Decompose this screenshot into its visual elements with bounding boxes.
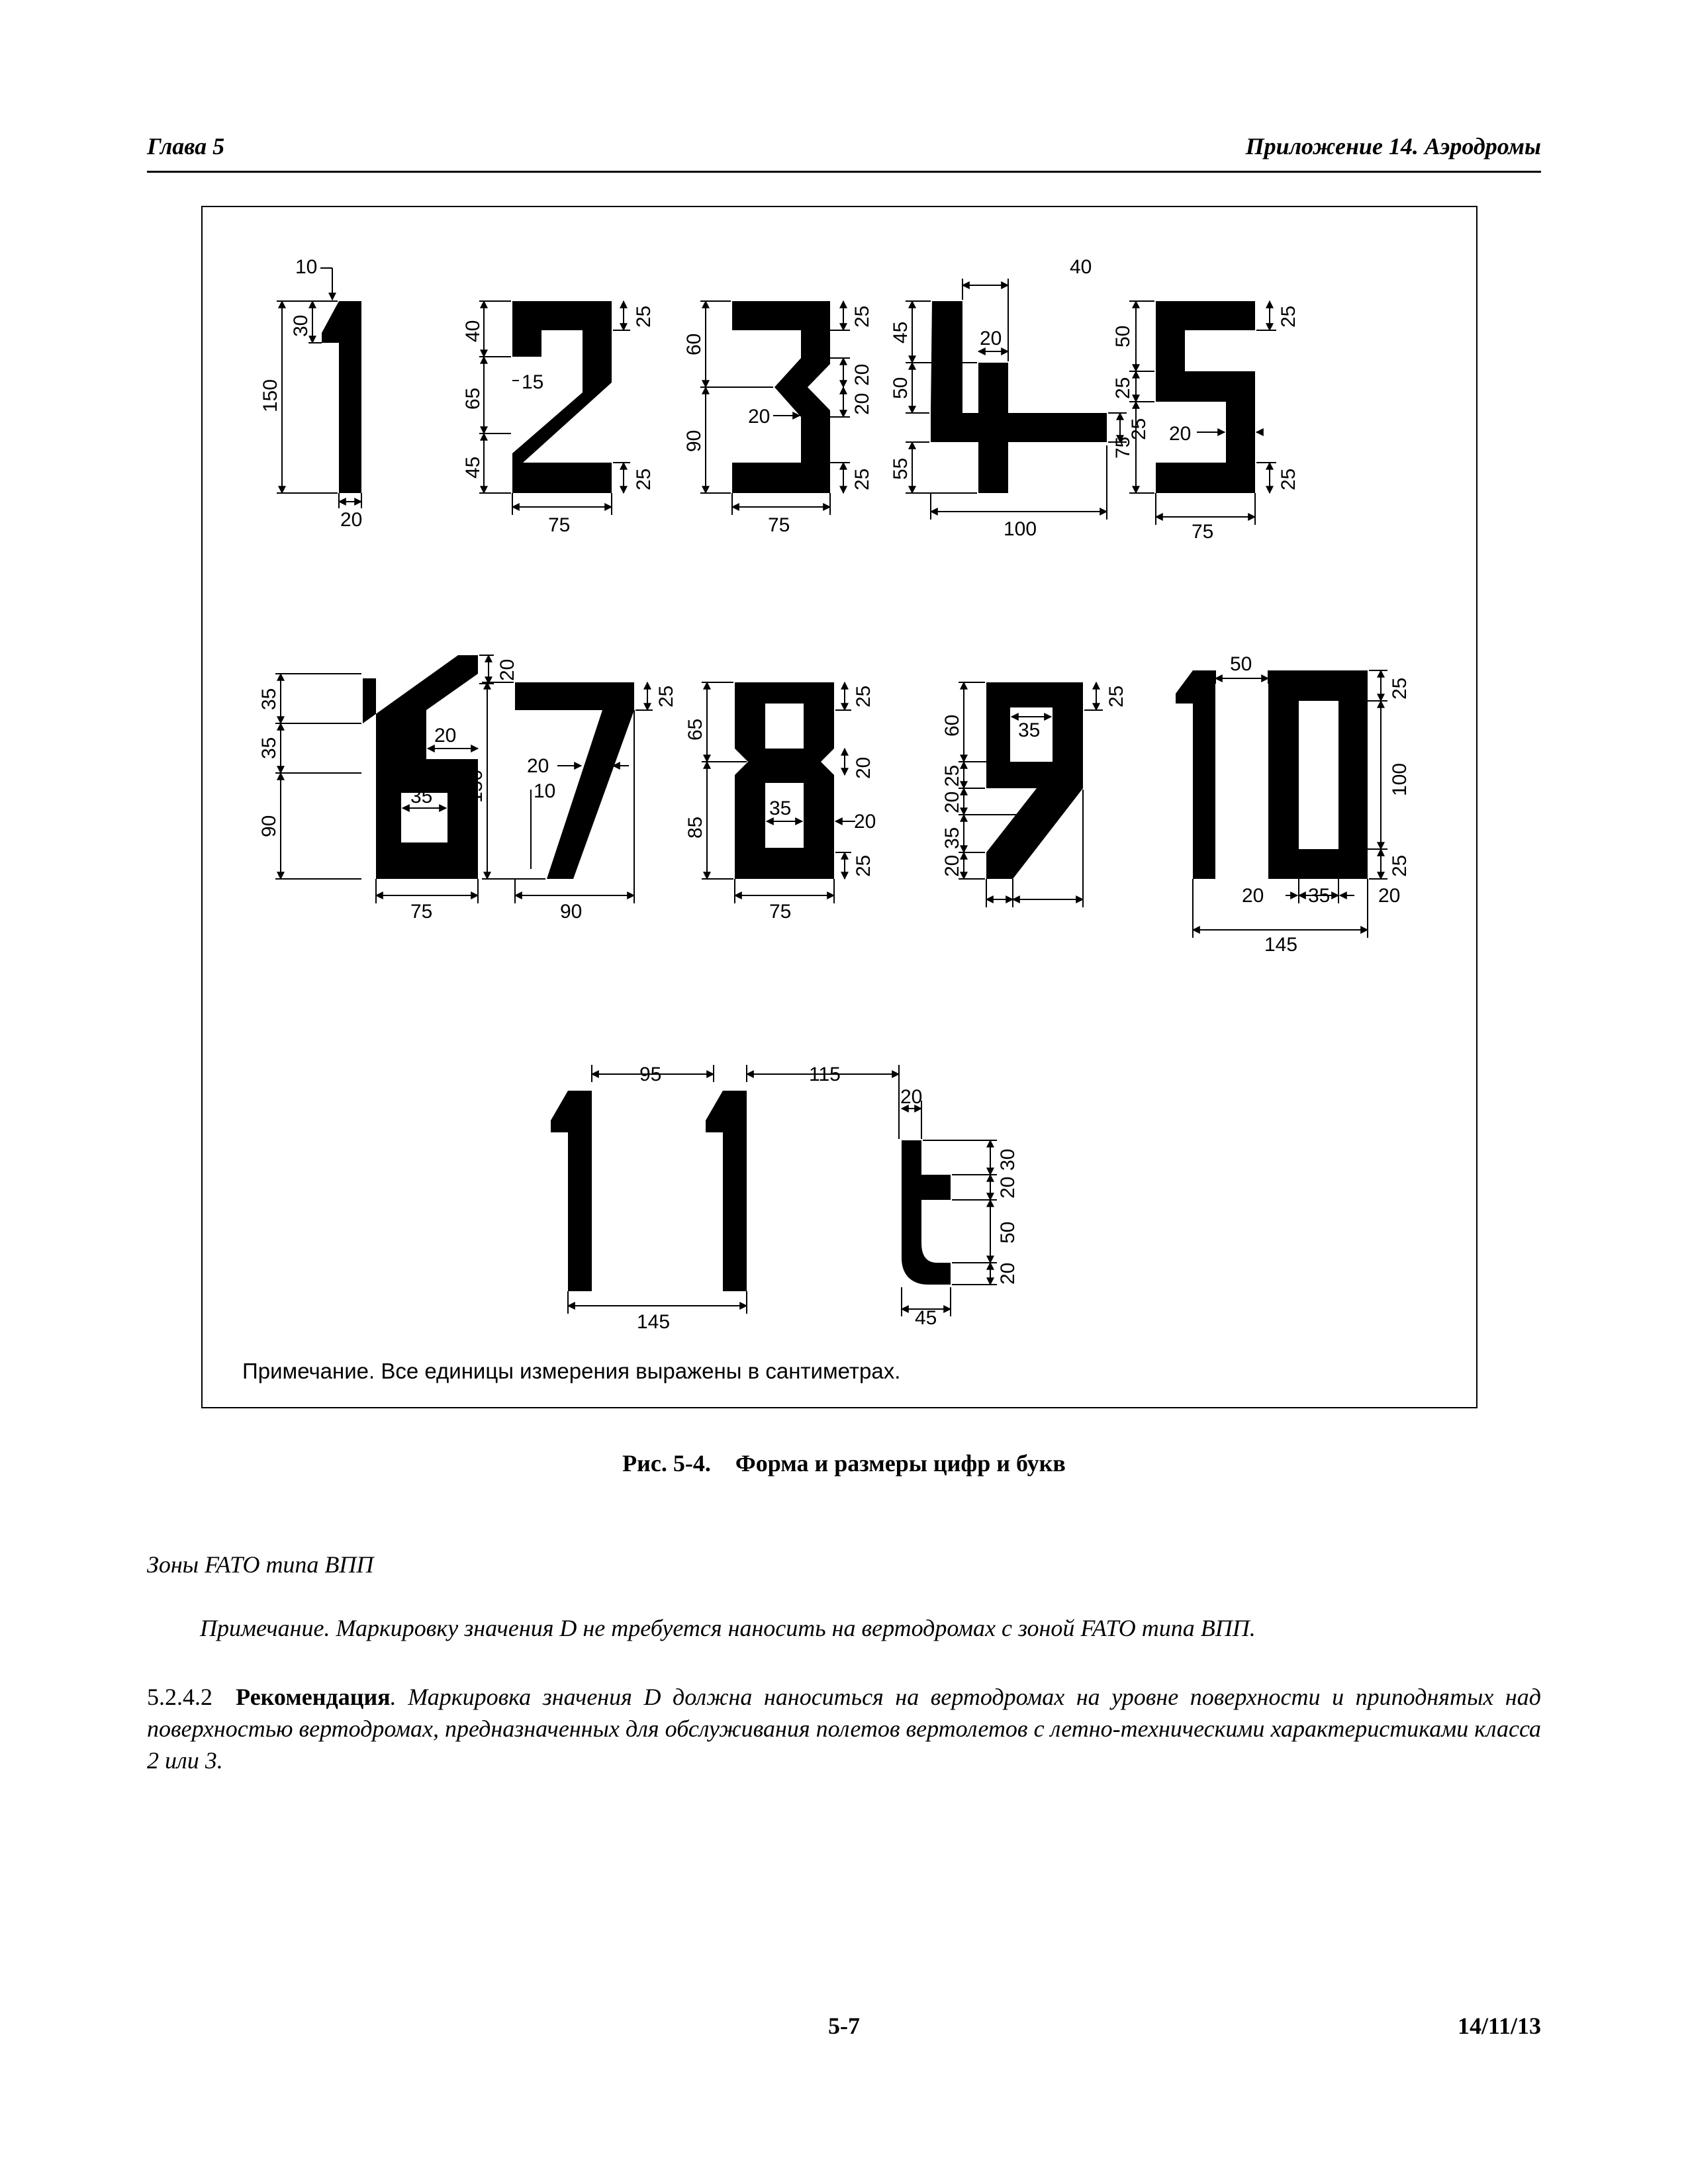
dim-label: 50 <box>1112 325 1134 347</box>
glyph-6 <box>363 655 478 879</box>
dim-label: 40 <box>1070 256 1092 278</box>
dim-label: 20 <box>997 1262 1019 1285</box>
dim-label: 95 <box>639 1064 662 1085</box>
dim-label: 20 <box>1378 885 1401 907</box>
dim-label: 20 <box>340 509 363 531</box>
dim-label: 25 <box>853 854 874 877</box>
glyph-7 <box>515 682 634 879</box>
dim-label: 30 <box>290 314 312 337</box>
dim-label: 35 <box>258 688 280 710</box>
dim-label: 40 <box>462 320 484 342</box>
note-paragraph: Примечание. Маркировку значения D не требуется наносить на вертодромах с зоной FATO типа ВПП. <box>200 1615 1256 1641</box>
dim-label: 20 <box>941 854 963 877</box>
dim-label: 75 <box>410 901 433 923</box>
glyph-2 <box>512 301 612 493</box>
dim-label: 25 <box>851 305 873 328</box>
section-heading: Зоны FATO типа ВПП <box>147 1551 374 1578</box>
dim-label: 150 <box>259 379 281 412</box>
dim-label: 25 <box>851 468 873 490</box>
dim-label: 75 <box>548 514 571 536</box>
dim-label: 25 <box>1112 377 1134 399</box>
dim-label: 20 <box>1169 423 1192 445</box>
glyph-4 <box>931 301 1107 493</box>
dim-label: 65 <box>684 718 706 741</box>
dim-label: 20 <box>527 755 549 777</box>
dim-label: 100 <box>1004 518 1037 540</box>
dim-label: 20 <box>748 406 771 428</box>
header-rule <box>147 171 1541 173</box>
header-chapter: Глава 5 <box>147 133 225 159</box>
dim-label: 25 <box>633 468 655 490</box>
dim-label: 45 <box>915 1307 937 1329</box>
dim-label: 25 <box>853 685 874 707</box>
figure-frame <box>201 206 1477 1408</box>
glyph-10-zero <box>1268 670 1368 879</box>
dim-label: 75 <box>1112 436 1134 459</box>
dim-label: 20 <box>851 392 873 415</box>
dim-label: 25 <box>1105 685 1127 707</box>
dim-label: 15 <box>522 371 544 393</box>
dim-label: 20 <box>1242 885 1264 907</box>
dim-label: 25 <box>633 305 655 328</box>
dim-label: 20 <box>900 1086 923 1108</box>
paragraph-number: 5.2.4.2 <box>147 1684 212 1710</box>
dim-label: 25 <box>941 764 963 787</box>
glyph-11-first <box>551 1091 592 1291</box>
dim-label: 25 <box>1278 468 1299 490</box>
dim-label: 25 <box>1278 305 1299 328</box>
dim-label: 35 <box>941 827 963 849</box>
glyph-11-second <box>706 1091 747 1291</box>
dim-label: 75 <box>768 514 790 536</box>
dim-label: 25 <box>1128 418 1150 440</box>
caption-number: Рис. 5-4. <box>622 1450 711 1477</box>
dim-label: 55 <box>890 457 912 480</box>
dim-label: 20 <box>941 791 963 813</box>
dim-label: 85 <box>684 816 706 839</box>
dim-label: 90 <box>683 430 705 452</box>
dim-label: 30 <box>997 1148 1019 1171</box>
dim-label: 35 <box>769 797 792 819</box>
figure-caption <box>0 1449 1688 1477</box>
footer-date: 14/11/13 <box>1457 2013 1541 2039</box>
dim-label: 60 <box>941 714 963 737</box>
dim-label: 35 <box>1018 719 1041 741</box>
recommendation-paragraph <box>147 1681 1541 1776</box>
glyph-5 <box>1156 301 1255 493</box>
dim-label: 10 <box>534 780 556 802</box>
dim-label: 90 <box>560 901 583 923</box>
dim-label: 25 <box>655 685 677 707</box>
dim-label: 20 <box>854 811 876 833</box>
glyph-9 <box>986 682 1083 879</box>
dim-label: 50 <box>1230 653 1252 675</box>
glyph-t <box>902 1140 951 1285</box>
dim-label: 75 <box>1192 521 1214 543</box>
glyph-10-one <box>1176 670 1215 879</box>
dim-label: 150 <box>465 769 487 803</box>
glyph-8 <box>735 682 834 879</box>
dim-label: 50 <box>997 1221 1019 1244</box>
dim-label: 20 <box>997 1176 1019 1199</box>
dim-label: 75 <box>769 901 792 923</box>
figure-note: Примечание. Все единицы измерения выражены в сантиметрах. <box>242 1359 901 1383</box>
dim-label: 20 <box>853 756 874 779</box>
dim-label: 145 <box>637 1311 671 1333</box>
dim-label: 20 <box>851 363 873 386</box>
paragraph-text: . Маркировка значения D должна наноситься на вертодромах на уровне поверхности и приподнятых над поверхностью вертодромах, предназначенных для обслуживания полетов вертолетов с летно-техническими характеристиками класса 2 или 3. <box>147 1684 1542 1774</box>
dim-label: 100 <box>1389 762 1411 796</box>
dim-label: 45 <box>890 321 912 343</box>
dim-label: 20 <box>980 328 1002 349</box>
dim-label: 35 <box>410 786 433 807</box>
recommendation-label: Рекомендация <box>236 1684 391 1710</box>
dim-label: 10 <box>295 256 318 278</box>
dim-label: 65 <box>462 387 484 410</box>
header-annex: Приложение 14. Аэродромы <box>1245 133 1541 159</box>
dim-label: 60 <box>683 333 705 355</box>
dim-label: 20 <box>434 725 457 747</box>
dim-label: 25 <box>1389 854 1411 877</box>
dim-label: 25 <box>1389 677 1411 700</box>
dim-label: 50 <box>890 377 912 399</box>
caption-title: Форма и размеры цифр и букв <box>735 1450 1066 1477</box>
dim-label: 90 <box>258 815 280 837</box>
digits-diagram <box>203 207 1479 1410</box>
glyph-1 <box>322 301 361 493</box>
dim-label: 145 <box>1264 934 1298 956</box>
dim-label: 35 <box>258 737 280 759</box>
dim-label: 35 <box>1308 885 1331 907</box>
dim-label: 45 <box>462 456 484 478</box>
page-number: 5-7 <box>828 2013 860 2039</box>
dim-label: 115 <box>809 1064 841 1085</box>
dim-label: 20 <box>496 659 518 681</box>
